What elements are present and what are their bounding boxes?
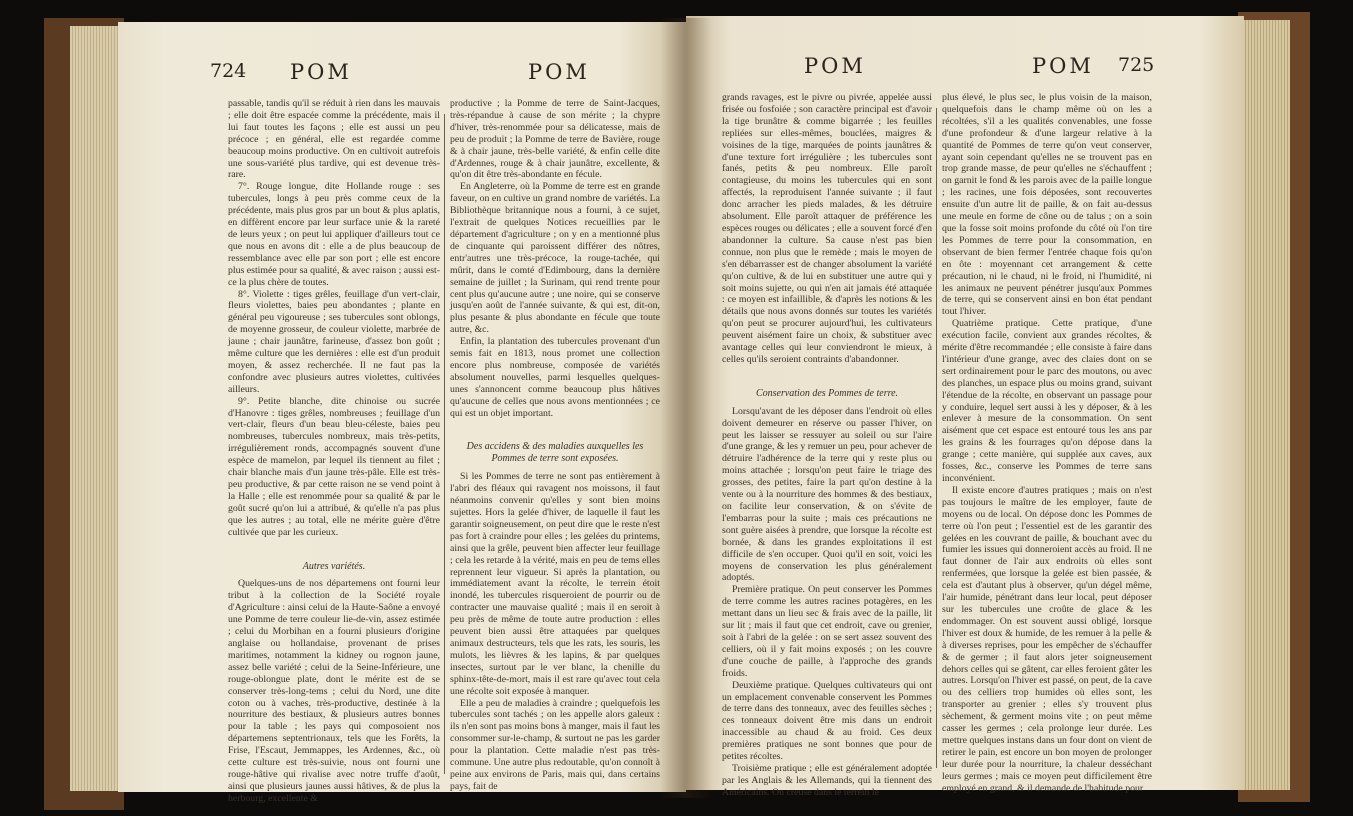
paragraph: 9°. Petite blanche, dite chinoise ou sucrée d'Hanovre : tiges grêles, nombreuses ; feuillage d'un vert-clair, fleurs d'un beau bleu-céleste, baies peu nombreuses, tubercules nombreux, mais très-petits, irrégulièrement ronds, accompagnés souvent d'une espèce de mamelon, par lequel ils tiennent au filet ; chair blanche mais d'un jaune très-pâle. Elle est très-peu productive, & par cette raison ne se vend point à la Halle ; elle est renommée pour sa qualité & par le goût sucré qu'on lui a attribué, & qu'elle n'a pas plus que les autres ; au total, elle ne mérite guère d'être cultivée que par les curieux.	[228, 395, 440, 538]
section-heading: Autres variétés.	[302, 560, 366, 572]
paragraph: 7°. Rouge longue, dite Hollande rouge : ses tubercules, longs à peu près comme ceux de la précédente, mais plus gros par un bout & plus aplatis, en diffèrent encore par leur surface unie & la rareté de leurs yeux ; on peut lui appliquer d'ailleurs tout ce que nous en avons dit : elle a de plus beaucoup de ressemblance avec elle par son port ; elle est encore plus estimée pour sa qualité, & avec raison ; aussi est-ce la plus chère de toutes.	[228, 181, 440, 288]
right-page-edges	[1240, 20, 1290, 790]
text-column-right	[450, 98, 660, 793]
paragraph: Enfin, la plantation des tubercules provenant d'un semis fait en 1813, nous promet une collection encore plus nombreuse, composée de variétés absolument nouvelles, parmi lesquelles quelques-unes s'annoncent comme beaucoup plus hâtives qu'aucune de celles que nous avons mentionnées ; ce qui est un objet important.	[450, 336, 660, 419]
paragraph: En Angleterre, où la Pomme de terre est en grande faveur, on en cultive un grand nombre de variétés. La Bibliothèque britannique nous a fourni, à ce sujet, l'extrait de quelques Notices recueillies par le département d'agriculture ; on y en a mentionné plus de cinquante qui paroissent différer des nôtres, entr'autres une très-précoce, la rouge-tachée, qui mûrit, dans le comté d'Edimbourg, dans la dernière semaine de juillet ; la Surinam, qui rend trente pour cent plus qu'aucune autre ; une noire, qui se conserve jusqu'en août de l'année suivante, & qui est, dit-on, plus pesante & plus abondante en fécule que toute autre, &c.	[450, 181, 660, 336]
paragraph: Quatrième pratique. Cette pratique, d'une exécution facile, convient aux grandes récoltes, & mérite d'être recommandée ; elle consiste à faire dans l'intérieur d'une grange, avec des claies dont on se sert ordinairement pour le parc des moutons, ou avec des planches, un espace plus ou moins grand, suivant l'étendue de la récolte, en observant un passage pour y conduire, lequel sert aussi à les y déposer, & à les enlever à mesure de la consommation. On sent aisément que cet espace est entouré tous les ans par les grains & les fourrages qu'on dépose dans la grange ; cette manière, qui supplée aux caves, aux fosses, &c., conserve les Pommes de terre sans inconvénient.	[942, 318, 1152, 484]
paragraph: Elle a peu de maladies à craindre ; quelquefois les tubercules sont tachés ; on les appelle alors galeux : ils n'en sont pas moins bons à manger, mais il faut les consommer sur-le-champ, & surtout ne pas les garder pour la plantation. Cette maladie n'est pas très-commune. Une autre plus redoutable, qu'on connoît à peine aux environs de Paris, mais qui, dans certains pays, fait de	[450, 697, 660, 792]
paragraph: Lorsqu'avant de les déposer dans l'endroit où elles doivent demeurer en réserve ou passer l'hiver, on peut les laisser se ressuyer au soleil ou sur l'aire d'une grange, & les y remuer un peu, pour achever de détruire l'adhérence de la terre qui y reste plus ou moins attachée ; lorsqu'on peut faire le triage des grosses, des petites, faire la part qu'on destine à la vente ou à la nourriture des hommes & des bestiaux, on facilite leur conservation, & on s'évite de l'embarras pour la suite ; mais ces précautions ne sont guère aisées à prendre, que lorsque la récolte est bornée, & dans les grandes exploitations il est difficile de s'en occuper. Quoi qu'il en soit, voici les moyens de conservation les plus généralement adoptés.	[722, 405, 932, 584]
paragraph: 8°. Violette : tiges grêles, feuillage d'un vert-clair, fleurs violettes, baies peu abondantes ; plante en général peu vigoureuse ; ses tubercules sont oblongs, de moyenne grosseur, de couleur violette, marbrée de jaune ; chair jaunâtre, farineuse, d'assez bon goût ; même culture que les dernières : elle est d'un produit moyen, & assez recherchée. Il ne faut pas la confondre avec plusieurs autres violettes, cultivées ailleurs.	[228, 288, 440, 395]
paragraph: productive ; la Pomme de terre de Saint-Jacques, très-répandue à cause de son mérite ; la chypre d'hiver, très-renommée pour sa délicatesse, mais de peu de produit ; la Pomme de terre de Bavière, rouge & à chair jaune, très-belle variété, & enfin celle dite d'Ardennes, rouge & à chair jaunâtre, excellente, & qu'on dit être très-abondante en fécule.	[450, 98, 660, 181]
paragraph: Deuxième pratique. Quelques cultivateurs qui ont un emplacement convenable conservent les Pommes de terre dans des tonneaux, avec des feuilles sèches ; ces tonneaux doivent être mis dans un endroit inaccessible au chaud & au froid. Ces deux premières pratiques ne sont bonnes que pour de petites récoltes.	[722, 679, 932, 763]
column-rule	[444, 114, 445, 774]
running-head: POM	[528, 60, 590, 84]
paragraph: passable, tandis qu'il se réduit à rien dans les mauvais ; elle doit être espacée comme la précédente, mais il lui faut toutes les façons ; elle est aussi un peu précoce ; en général, elle est regardée comme beaucoup moins productive. On en cultivoit autrefois une sous-variété plus tardive, qui est devenue très-rare.	[228, 98, 440, 181]
section-heading: Des accidens & des maladies auxquelles les Pommes de terre sont exposées.	[466, 441, 644, 465]
running-head: POM	[804, 54, 866, 78]
paragraph: grands ravages, est le pivre ou pivrée, appelée aussi frisée ou fosfoiée ; son caractère principal est d'avoir la tige brunâtre & comme bigarrée ; les feuilles repliées sur elles-mêmes, bouclées, maigres & voisines de la tige, marquées de points jaunâtres & d'une texture fort irrégulière ; les tubercules sont fanés, petits & peu nombreux. Elle paroît contagieuse, du moins les tubercules qui en sont affectés, la reproduisent l'année suivante ; il faut donc arracher les pieds malades, & les détruire absolument. Elle paroît attaquer de préférence les espèces rouges ou délicates ; elle a souvent forcé d'en abandonner la culture. Sa cause n'est pas bien connue, non plus que le remède ; mais le moyen de s'en débarrasser est de changer absolument la variété qu'on cultive, & de lui en substituer une autre qui y soit moins sujette, ou qui n'en ait jamais été attaquée : ce moyen est infaillible, & d'après les notions & les détails que nous avons donnés sur toutes les variétés qu'on peut se procurer aujourd'hui, les cultivateurs peuvent aisément faire un choix, & substituer avec avantage celles qui leur conviendront le mieux, à celles qu'ils seroient contraints d'abandonner.	[722, 92, 932, 365]
paragraph: Il existe encore d'autres pratiques ; mais on n'est pas toujours le maître de les employer, faute de moyens ou de local. On dépose donc les Pommes de terre où l'on peut ; l'essentiel est de les garantir des gelées en les couvrant de paille, & bouchant avec du fumier les issues qui donneroient accès au froid. Il ne faut donner de l'air aux endroits où elles sont renfermées, que lorsque la gelée est bien passée, & cela est d'autant plus à observer, qu'un dégel même, l'air humide, pénétrant dans leur local, peut déposer sur les tubercules une croûte de glace & les endommager. On est souvent aussi obligé, lorsque l'hiver est doux & humide, de les remuer à la pelle & à diverses reprises, pour les empêcher de s'échauffer & de germer ; il faut alors jeter soigneusement dehors celles qui se gâtent, car elles feroient gâter les autres. Lorsqu'on l'hiver est passé, on peut, de la cave ou des celliers trop humides où elles sont, les transporter au grenier ; elles s'y trouvent plus sèchement, & germent moins vite ; on peut même casser les germes ; cela prolonge leur durée. Les mettre quelques instans dans un four dont on vient de retirer le pain, est encore un bon moyen de prolonger leur durée pour la nourriture, la chaleur desséchant leurs germes ; mais ce moyen peut difficilement être employé en grand, & il demande de l'habitude pour	[942, 484, 1152, 794]
paragraph: Quelques-uns de nos départemens ont fourni leur tribut à la collection de la Société royale d'Agriculture : ainsi celui de la Haute-Saône a envoyé une Pomme de terre couleur lie-de-vin, assez estimée ; celui du Morbihan en a fourni plusieurs d'origine anglaise ou hollandaise, provenant de prises maritimes, notamment la kidney ou rognon jaune, assez belle variété ; celui de la Seine-Inférieure, une rouge-oblongue plate, dont le mérite est de se conserver très-long-tems ; celui du Nord, une dite coton ou à vaches, très-productive, destinée à la nourriture des bestiaux, & plusieurs autres bonnes pour la table ; les pays qui composoient nos départemens septentrionaux, tels que les Forêts, la Frise, l'Escaut, Jemmappes, les Ardennes, &c., où cette culture est très-suivie, nous ont fourni une rouge-hâtive qui rivalise avec notre truffe d'août, ainsi que plusieurs jaunes aussi hâtives, & de plus la herbourg, excellente &	[228, 578, 440, 804]
column-rule	[936, 108, 937, 768]
running-head: POM	[290, 60, 352, 84]
section-heading: Conservation des Pommes de terre.	[755, 387, 899, 399]
paragraph: Troisième pratique ; elle est généralement adoptée par les Anglais & les Allemands, qui la tiennent des Américains. On creuse dans le terrein le	[722, 762, 932, 798]
text-column-right	[942, 92, 1152, 794]
paragraph: Première pratique. On peut conserver les Pommes de terre comme les autres racines potagères, en les mettant dans un lieu sec & frais avec de la paille, lit sur lit ; mais il faut que cet endroit, cave ou grenier, soit à l'abri de la gelée : on se sert assez souvent des celliers, où il y fait moins exposés ; on les couvre d'une couche de paille, à l'approche des grands froids.	[722, 584, 932, 679]
page-number: 725	[1118, 54, 1155, 76]
text-column-left	[722, 92, 932, 799]
paragraph: plus élevé, le plus sec, le plus voisin de la maison, quelquefois dans le champ même où on les a récoltées, s'il a les qualités convenables, une fosse d'une profondeur & d'une largeur relative à la quantité de Pommes de terre qu'on veut conserver, ayant soin cependant qu'elles ne se trouvent pas en trop grande masse, de peur qu'elles ne s'échauffent ; on garnit le fond & les parois avec de la paille longue ; les racines, une fois déposées, sont recouvertes ensuite d'un autre lit de paille, & on fait au-dessus une meule en forme de cône ou de talus ; on a soin que la fosse soit moins profonde du côté où l'on tire les Pommes de terre pour la consommation, en observant de bien fermer l'entrée chaque fois qu'on en ôte : moyennant cet arrangement & cette précaution, ni le chaud, ni le froid, ni l'humidité, ni les animaux ne peuvent pénétrer jusqu'aux Pommes de terre, qui se conservent ainsi en bon état pendant tout l'hiver.	[942, 92, 1152, 318]
paragraph: Si les Pommes de terre ne sont pas entièrement à l'abri des fléaux qui ravagent nos moissons, il faut néanmoins convenir qu'elles y sont bien moins sujettes. Hors la gelée d'hiver, de laquelle il faut les garantir soigneusement, on peut dire que le reste n'est pas fort à craindre pour elles ; les gelées du printems, ainsi que la grêle, peuvent bien affecter leur feuillage ; cela les retarde à la vérité, mais en peu de tems elles reprennent leur vigueur. Si après la plantation, ou immédiatement avant la récolte, le terrein étoit inondé, les tubercules risqueroient de pourrir ou de contracter une mauvaise qualité ; mais il en seroit à peu près de même de toute autre production : elles peuvent bien aussi être attaquées par quelques animaux destructeurs, tels que les rats, les souris, les mulots, les lièvres & les lapins, & par quelques insectes, surtout par le ver blanc, la chenille du sphinx-tête-de-mort, mais il est rare qu'avec tout cela une récolte soit exposée à manquer.	[450, 471, 660, 697]
book-gutter	[660, 18, 712, 798]
running-head: POM	[1032, 54, 1094, 78]
left-page	[118, 22, 686, 804]
page-number: 724	[210, 60, 247, 82]
text-column-left	[228, 98, 440, 805]
right-page	[686, 16, 1244, 798]
